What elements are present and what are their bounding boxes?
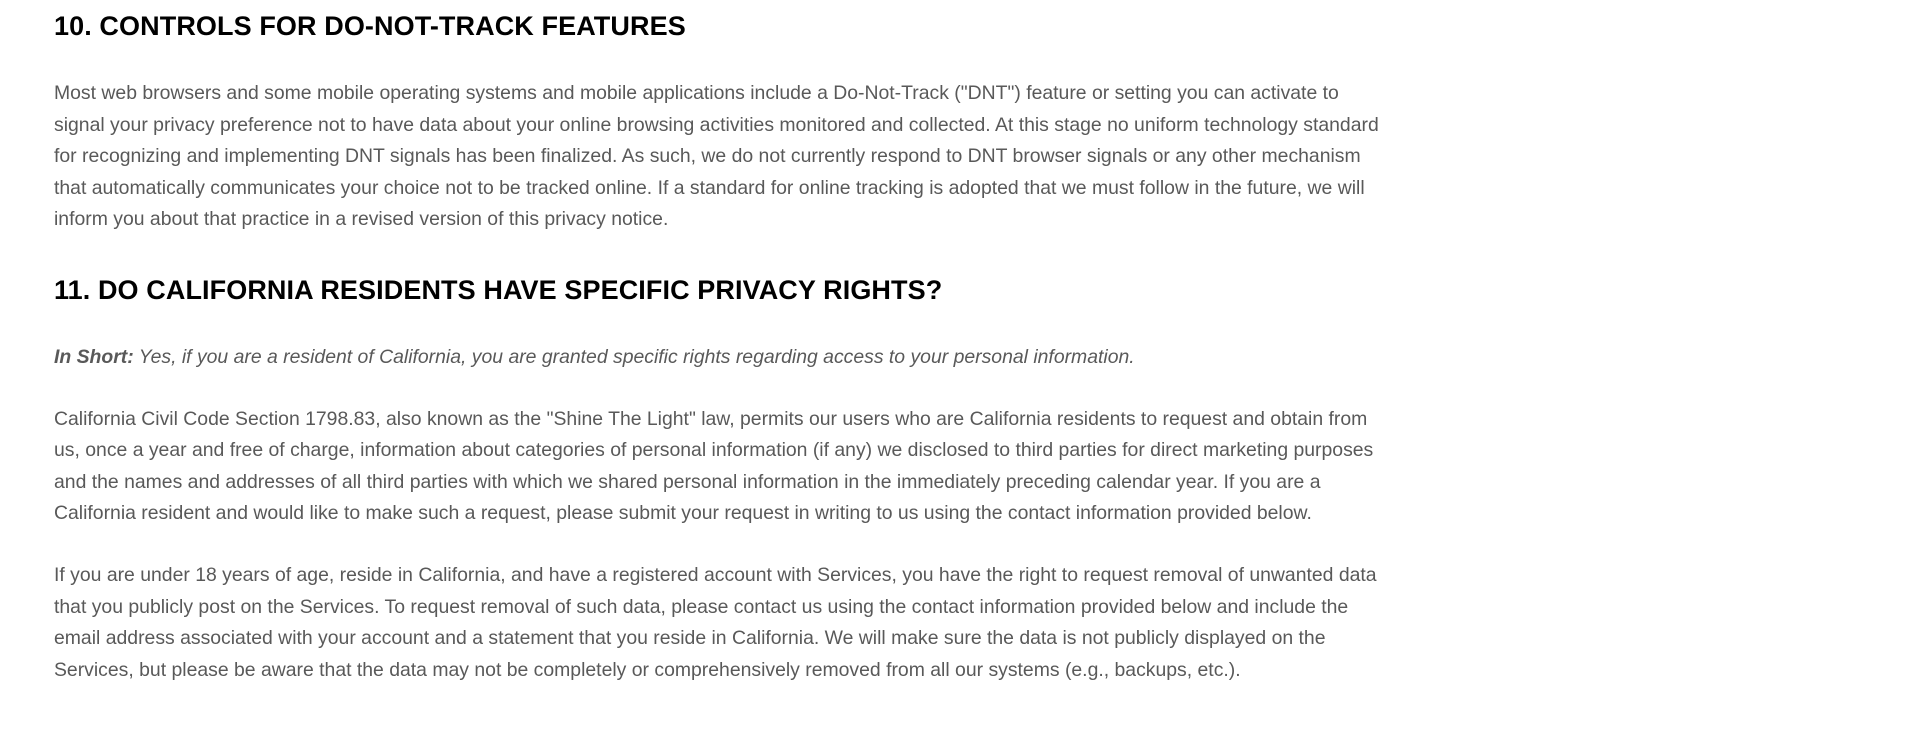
minor-removal-paragraph: If you are under 18 years of age, reside in California, and have a registered account with Services, you have the right to request removal of unwanted data that you publicly post on the Services. To request removal of such data, please contact us using the contact information provided below and include the email address associated with your account and a statement that you reside in California. We will make sure the data is not publicly displayed on the Services, but please be aware that the data may not be completely or comprehensively removed from all our systems (e.g., backups, etc.). (54, 563, 1377, 681)
in-short-label: In Short: (54, 345, 134, 368)
in-short-summary (54, 342, 1394, 374)
privacy-notice-content (54, 10, 1394, 686)
in-short-text: Yes, if you are a resident of California, you are granted specific rights regarding access to your personal information. (133, 345, 1135, 368)
dnt-paragraph: Most web browsers and some mobile operating systems and mobile applications include a Do-Not-Track ("DNT") feature or setting you can activate to signal your privacy preference not to have data about your online browsing activities monitored and collected. At this stage no uniform technology standard for recognizing and implementing DNT signals has been finalized. As such, we do not currently respond to DNT browser signals or any other mechanism that automatically communicates your choice not to be tracked online. If a standard for online tracking is adopted that we must follow in the future, we will inform you about that practice in a revised version of this privacy notice. (54, 82, 1379, 231)
shine-the-light-paragraph: California Civil Code Section 1798.83, also known as the "Shine The Light" law, permits our users who are California residents to request and obtain from us, once a year and free of charge, information about categories of personal information (if any) we disclosed to third parties for direct marketing purposes and the names and addresses of all third parties with which we shared personal information in the immediately preceding calendar year. If you are a California resident and would like to make such a request, please submit your request in writing to us using the contact information provided below. (54, 407, 1374, 525)
section-california (54, 274, 1394, 686)
section-11-heading: 11. DO CALIFORNIA RESIDENTS HAVE SPECIFIC PRIVACY RIGHTS? (54, 274, 943, 305)
section-10-heading: 10. CONTROLS FOR DO-NOT-TRACK FEATURES (54, 11, 686, 41)
section-dnt (54, 10, 1394, 236)
